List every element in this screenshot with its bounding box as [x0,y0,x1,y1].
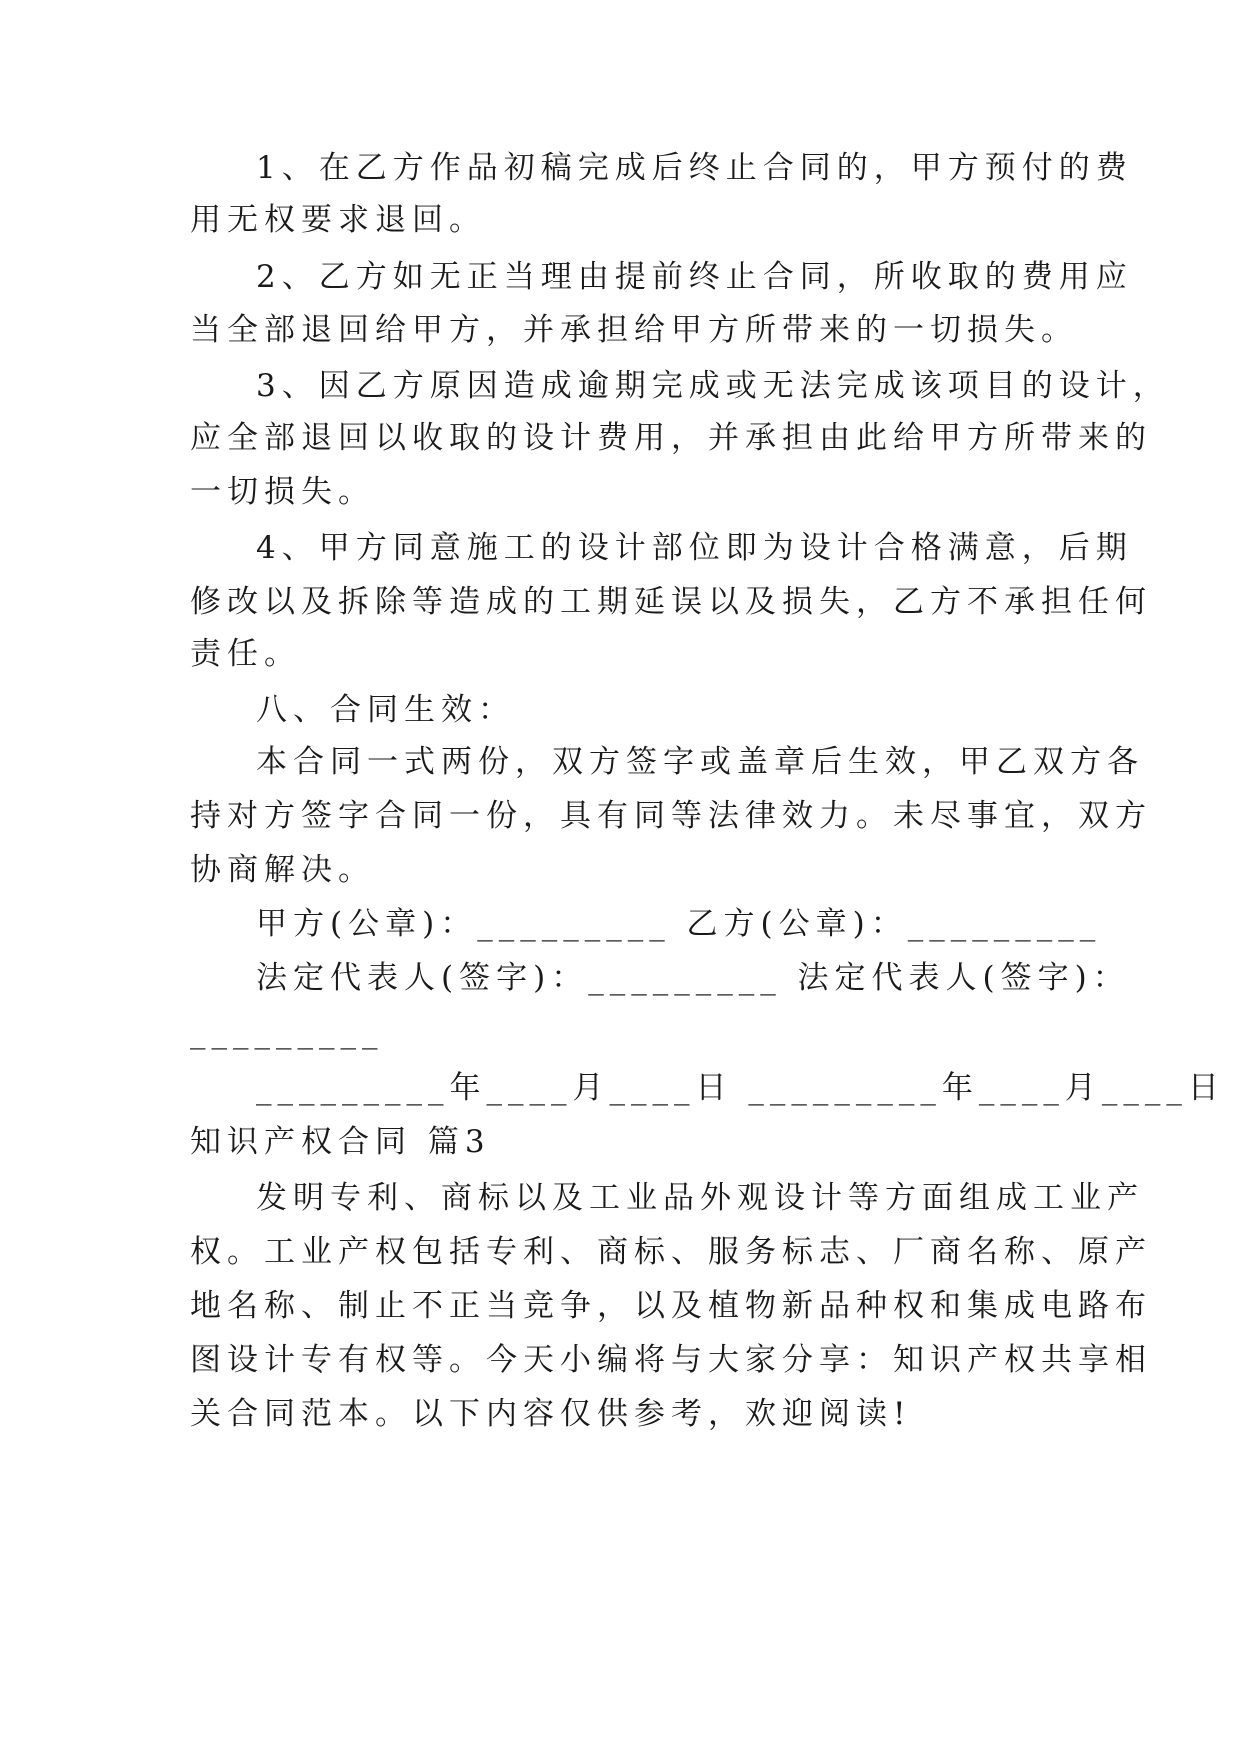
intro-line-1: 发明专利、商标以及工业品外观设计等方面组成工业产 [256,1180,1144,1216]
representative-signature-line: 法定代表人(签字)：_________ 法定代表人(签字)： [256,960,1130,996]
clause-3-line-2: 应全部退回以收取的设计费用，并承担由此给甲方所带来的 [190,420,1152,456]
clause-2-line-1: 2、乙方如无正当理由提前终止合同，所收取的费用应 [256,259,1133,295]
intro-line-2: 权。工业产权包括专利、商标、服务标志、厂商名称、原产 [190,1234,1152,1270]
clause-3-line-1: 3、因乙方原因造成逾期完成或无法完成该项目的设计， [256,368,1170,404]
intro-line-5: 关合同范本。以下内容仅供参考，欢迎阅读! [190,1396,912,1432]
party-seal-line: 甲方(公章)：_________ 乙方(公章)：_________ [256,906,1102,942]
section-heading-contract-effect: 八、合同生效： [256,692,515,728]
clause-1-line-2: 用无权要求退回。 [190,202,486,238]
intro-line-3: 地名称、制止不正当竞争，以及植物新品种权和集成电路布 [190,1288,1152,1324]
clause-4-line-3: 责任。 [190,636,301,672]
date-line: _________年____月____日 _________年____月____日 [256,1070,1225,1106]
effect-line-1: 本合同一式两份，双方签字或盖章后生效，甲乙双方各 [256,744,1144,780]
effect-line-3: 协商解决。 [190,852,375,888]
clause-2-line-2: 当全部退回给甲方，并承担给甲方所带来的一切损失。 [190,312,1078,348]
intro-line-4: 图设计专有权等。今天小编将与大家分享：知识产权共享相 [190,1342,1152,1378]
article-title: 知识产权合同 篇3 [190,1124,491,1160]
clause-4-line-2: 修改以及拆除等造成的工期延误以及损失，乙方不承担任何 [190,584,1152,620]
clause-1-line-1: 1、在乙方作品初稿完成后终止合同的，甲方预付的费 [256,150,1133,186]
clause-4-line-1: 4、甲方同意施工的设计部位即为设计合格满意，后期 [256,530,1133,566]
effect-line-2: 持对方签字合同一份，具有同等法律效力。未尽事宜，双方 [190,798,1152,834]
signature-blank-continued: _________ [190,1014,384,1050]
clause-3-line-3: 一切损失。 [190,474,375,510]
